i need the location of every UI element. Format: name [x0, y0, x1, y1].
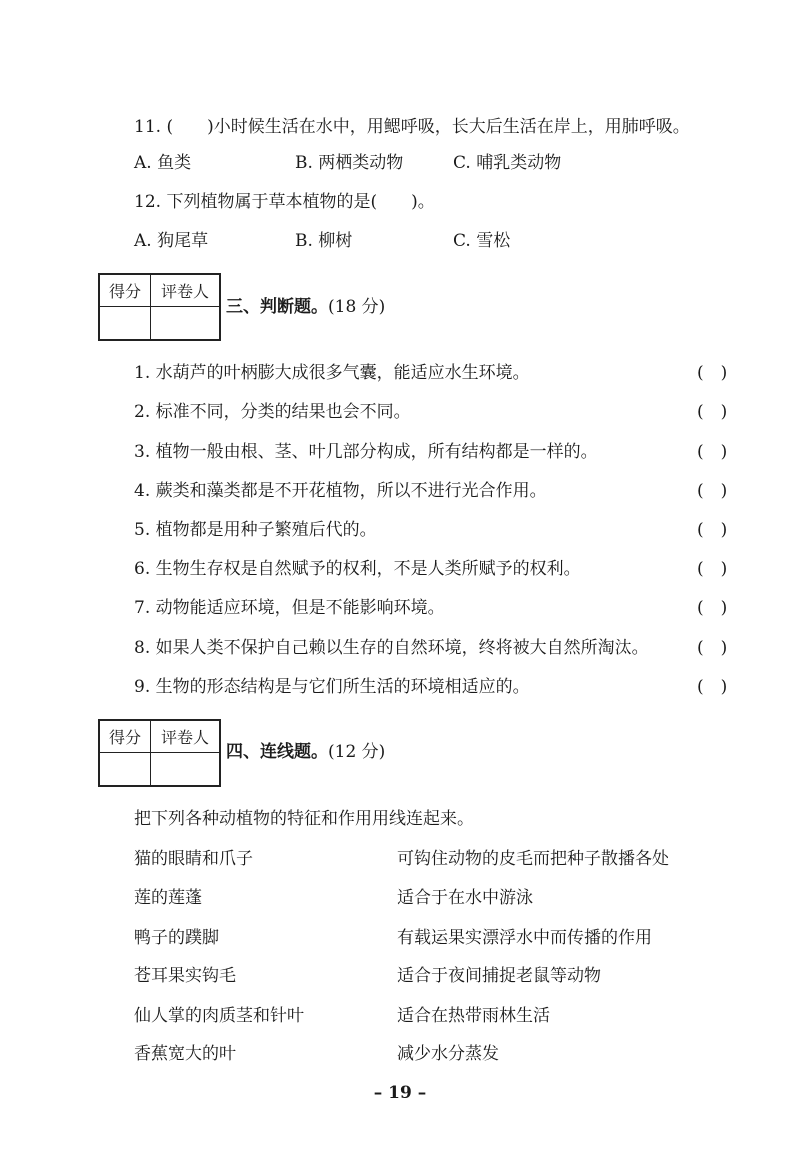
- q12-option-b: B. 柳树: [295, 231, 353, 251]
- judgment-item-4: 4. 蕨类和藻类都是不开花植物，所以不进行光合作用。: [134, 481, 547, 501]
- score-label: 得分: [100, 721, 151, 753]
- judgment-item-5: 5. 植物都是用种子繁殖后代的。: [134, 520, 377, 540]
- judgment-item-6: 6. 生物生存权是自然赋予的权利，不是人类所赋予的权利。: [134, 559, 581, 579]
- answer-paren-4[interactable]: ( ): [697, 481, 728, 501]
- grader-cell[interactable]: [151, 753, 220, 786]
- section-3-heading: [226, 296, 385, 318]
- matching-left-item[interactable]: 苍耳果实钩毛: [134, 966, 236, 986]
- matching-left-item[interactable]: 仙人掌的肉质茎和针叶: [134, 1006, 304, 1026]
- q11-option-b: B. 两栖类动物: [295, 153, 404, 173]
- grader-label: 评卷人: [151, 275, 220, 307]
- question-12-text: 12. 下列植物属于草本植物的是( )。: [134, 192, 435, 212]
- answer-paren-8[interactable]: ( ): [697, 638, 728, 658]
- matching-right-item[interactable]: 适合在热带雨林生活: [397, 1006, 550, 1026]
- judgment-item-9: 9. 生物的形态结构是与它们所生活的环境相适应的。: [134, 677, 530, 697]
- q11-option-a: A. 鱼类: [134, 153, 192, 173]
- score-cell[interactable]: [100, 753, 151, 786]
- answer-paren-6[interactable]: ( ): [697, 559, 728, 579]
- answer-paren-2[interactable]: ( ): [697, 402, 728, 422]
- judgment-item-8: 8. 如果人类不保护自己赖以生存的自然环境，终将被大自然所淘汰。: [134, 638, 649, 658]
- matching-right-item[interactable]: 减少水分蒸发: [397, 1044, 499, 1064]
- score-label: 得分: [100, 275, 151, 307]
- answer-paren-7[interactable]: ( ): [697, 598, 728, 618]
- section-4-heading: [226, 741, 385, 763]
- matching-left-item[interactable]: 鸭子的蹼脚: [134, 928, 219, 948]
- answer-paren-1[interactable]: ( ): [697, 363, 728, 383]
- matching-instruction: 把下列各种动植物的特征和作用用线连起来。: [134, 809, 474, 829]
- matching-right-item[interactable]: 可钩住动物的皮毛而把种子散播各处: [397, 849, 669, 869]
- section-4-points: (12 分): [328, 742, 386, 762]
- judgment-item-1: 1. 水葫芦的叶柄膨大成很多气囊，能适应水生环境。: [134, 363, 530, 383]
- section-4-title: 四、连线题。: [226, 742, 328, 762]
- score-cell[interactable]: [100, 307, 151, 340]
- judgment-item-2: 2. 标准不同，分类的结果也会不同。: [134, 402, 411, 422]
- answer-paren-9[interactable]: ( ): [697, 677, 728, 697]
- judgment-item-3: 3. 植物一般由根、茎、叶几部分构成，所有结构都是一样的。: [134, 442, 598, 462]
- judgment-item-7: 7. 动物能适应环境，但是不能影响环境。: [134, 598, 445, 618]
- section-3-title: 三、判断题。: [226, 297, 328, 317]
- q12-option-a: A. 狗尾草: [134, 231, 209, 251]
- question-11-text: 11. ( )小时候生活在水中，用鳃呼吸，长大后生活在岸上，用肺呼吸。: [134, 117, 690, 137]
- page-number: – 19 –: [373, 1083, 427, 1103]
- q12-option-c: C. 雪松: [453, 231, 511, 251]
- matching-left-item[interactable]: 猫的眼睛和爪子: [134, 849, 253, 869]
- matching-left-item[interactable]: 香蕉宽大的叶: [134, 1044, 236, 1064]
- score-box: [98, 719, 221, 787]
- matching-right-item[interactable]: 适合于在水中游泳: [397, 888, 533, 908]
- answer-paren-3[interactable]: ( ): [697, 442, 728, 462]
- matching-left-item[interactable]: 莲的莲蓬: [134, 888, 202, 908]
- grader-cell[interactable]: [151, 307, 220, 340]
- answer-paren-5[interactable]: ( ): [697, 520, 728, 540]
- section-3-points: (18 分): [328, 297, 386, 317]
- q11-option-c: C. 哺乳类动物: [453, 153, 562, 173]
- score-box: [98, 273, 221, 341]
- matching-right-item[interactable]: 适合于夜间捕捉老鼠等动物: [397, 966, 601, 986]
- matching-right-item[interactable]: 有载运果实漂浮水中而传播的作用: [397, 928, 652, 948]
- grader-label: 评卷人: [151, 721, 220, 753]
